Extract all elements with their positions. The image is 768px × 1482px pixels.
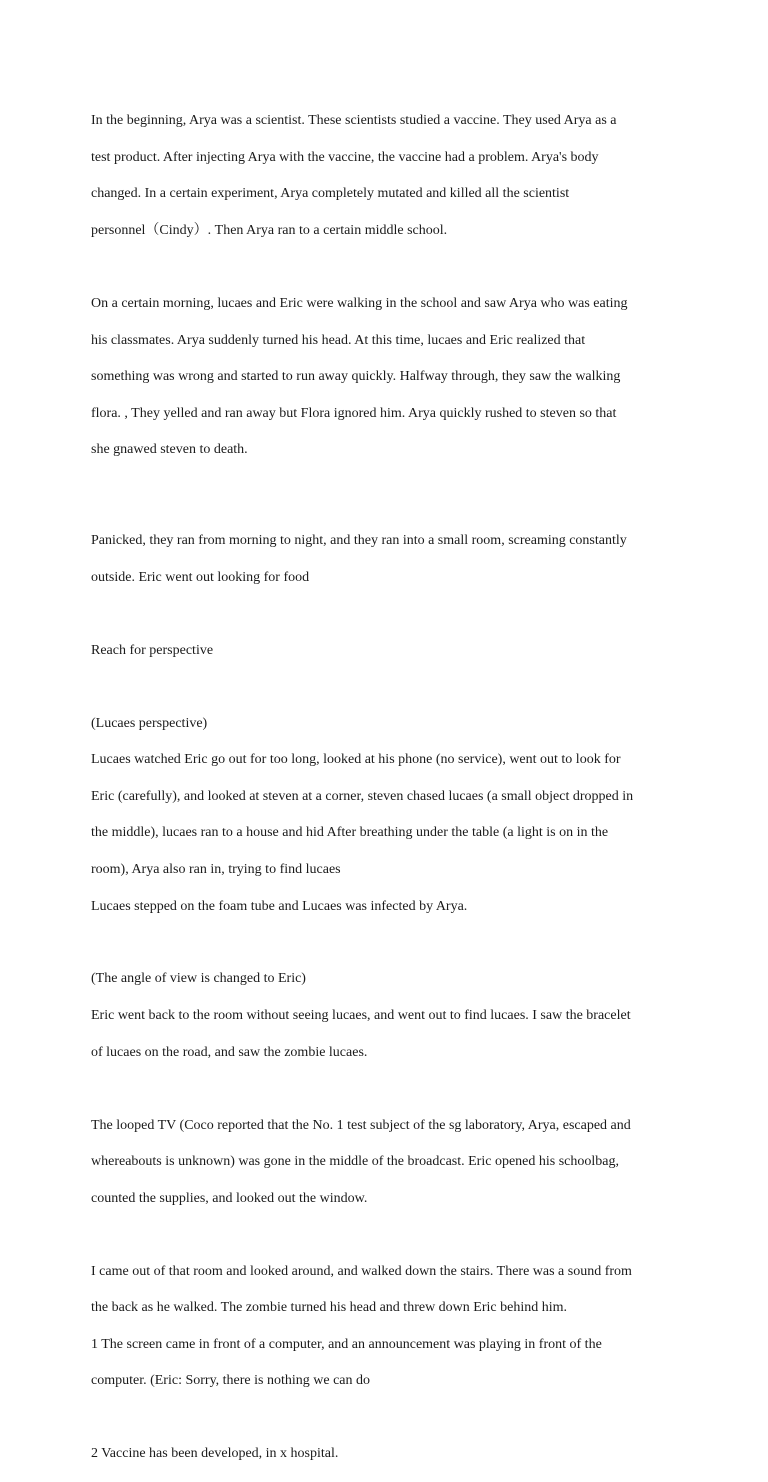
text-line: flora. , They yelled and ran away but Flora ignored him. Arya quickly rushed to steven so that: [91, 405, 617, 421]
text-line: On a certain morning, lucaes and Eric were walking in the school and saw Arya who was eating: [91, 295, 628, 311]
text-line: whereabouts is unknown) was gone in the middle of the broadcast. Eric opened his schoolbag,: [91, 1154, 619, 1170]
text-line: room), Arya also ran in, trying to find lucaes: [91, 861, 341, 877]
text-line: outside. Eric went out looking for food: [91, 569, 310, 585]
paragraph-eric-perspective: [91, 952, 691, 1080]
text-line: Reach for perspective: [91, 642, 214, 658]
paragraph-panicked: [91, 514, 691, 605]
text-line: his classmates. Arya suddenly turned his head. At this time, lucaes and Eric realized that: [91, 332, 586, 348]
document-page: [91, 94, 691, 1482]
text-line: The looped TV (Coco reported that the No. 1 test subject of the sg laboratory, Arya, escaped and: [91, 1117, 631, 1133]
text-line: computer. (Eric: Sorry, there is nothing we can do: [91, 1373, 371, 1389]
text-line: personnel（Cindy）. Then Arya ran to a certain middle school.: [91, 223, 448, 239]
text-line: I came out of that room and looked around, and walked down the stairs. There was a sound from: [91, 1263, 632, 1279]
text-line: (The angle of view is changed to Eric): [91, 971, 306, 987]
text-line: the back as he walked. The zombie turned his head and threw down Eric behind him.: [91, 1300, 567, 1316]
paragraph-intro: [91, 94, 691, 259]
text-line: Lucaes stepped on the foam tube and Lucaes was infected by Arya.: [91, 898, 468, 914]
paragraph-morning: [91, 277, 691, 478]
text-line: she gnawed steven to death.: [91, 442, 248, 458]
paragraph-vaccine: [91, 1427, 691, 1482]
text-line: of lucaes on the road, and saw the zombie lucaes.: [91, 1044, 368, 1060]
text-line: the middle), lucaes ran to a house and hid After breathing under the table (a light is on in the: [91, 825, 609, 841]
text-line: Panicked, they ran from morning to night, and they ran into a small room, screaming constantly: [91, 533, 627, 549]
text-line: changed. In a certain experiment, Arya completely mutated and killed all the scientist: [91, 186, 570, 202]
text-line: In the beginning, Arya was a scientist. These scientists studied a vaccine. They used Arya as a: [91, 113, 617, 129]
text-line: Lucaes watched Eric go out for too long, looked at his phone (no service), went out to look for: [91, 752, 621, 768]
text-line: something was wrong and started to run away quickly. Halfway through, they saw the walking: [91, 369, 621, 385]
paragraph-perspective-heading: [91, 623, 691, 678]
paragraph-looped-tv: [91, 1098, 691, 1226]
text-line: (Lucaes perspective): [91, 715, 208, 731]
text-line: Eric (carefully), and looked at steven at a corner, steven chased lucaes (a small object dropped in: [91, 788, 634, 804]
paragraph-lucaes-perspective: [91, 696, 691, 934]
text-line: test product. After injecting Arya with the vaccine, the vaccine had a problem. Arya's body: [91, 149, 599, 165]
text-line: counted the supplies, and looked out the window.: [91, 1190, 368, 1206]
paragraph-stairs: [91, 1244, 691, 1409]
text-line: 2 Vaccine has been developed, in x hospital.: [91, 1446, 339, 1462]
text-line: 1 The screen came in front of a computer, and an announcement was playing in front of the: [91, 1336, 602, 1352]
text-line: Eric went back to the room without seeing lucaes, and went out to find lucaes. I saw the bracelet: [91, 1008, 631, 1024]
